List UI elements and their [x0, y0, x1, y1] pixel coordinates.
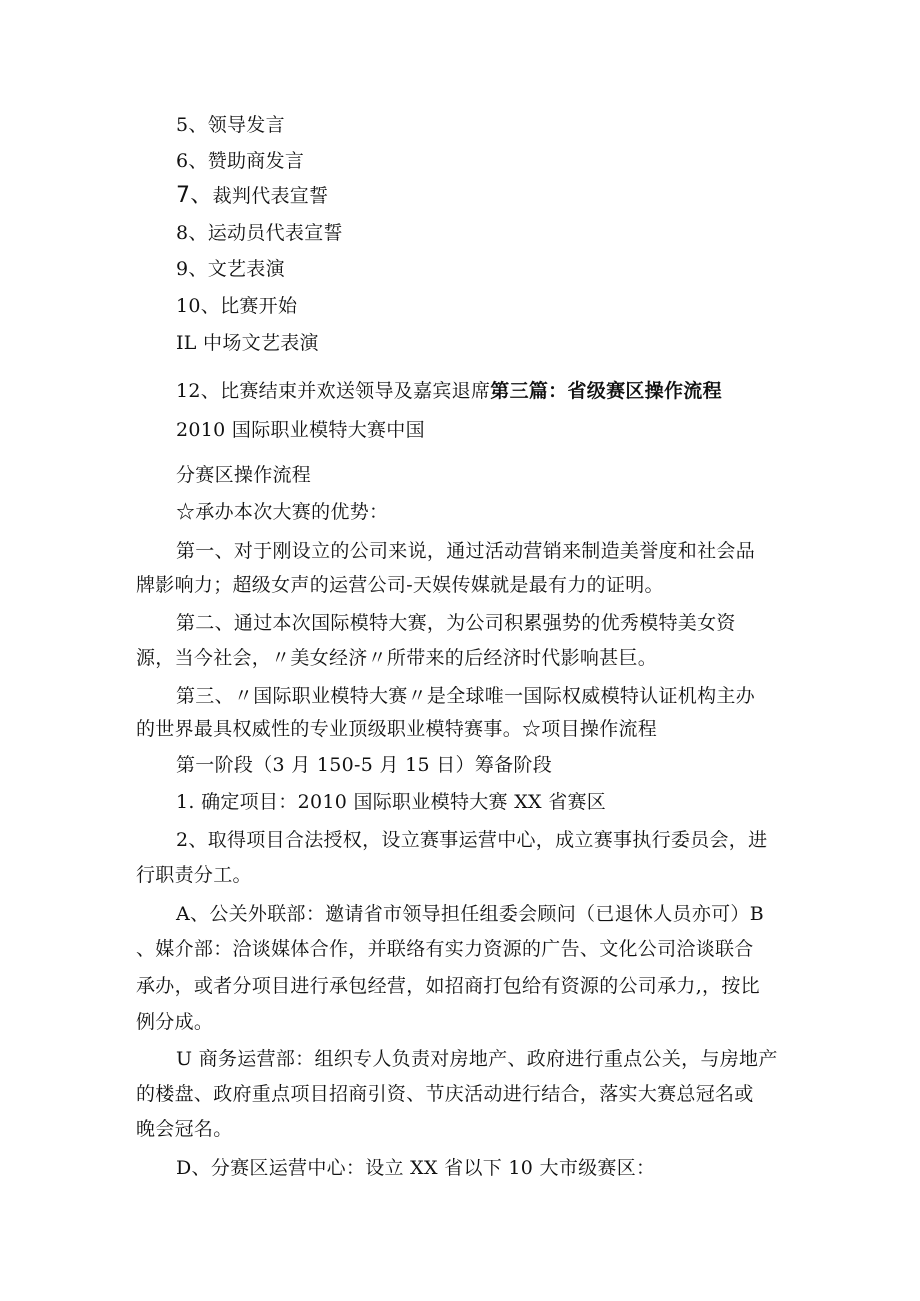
paragraph-line: 的楼盘、政府重点项目招商引资、节庆活动进行结合，落实大赛总冠名或 — [136, 1083, 754, 1105]
paragraph-line: U 商务运营部：组织专人负责对房地产、政府进行重点公关，与房地产 — [176, 1048, 778, 1070]
agenda-item-9: 9、文艺表演 — [176, 258, 285, 280]
advantages-heading: ☆承办本次大赛的优势： — [176, 501, 389, 523]
agenda-item-11: IL 中场文艺表演 — [176, 332, 319, 354]
paragraph-line: 第三、〃国际职业模特大赛〃是全球唯一国际权威模特认证机构主办 — [176, 685, 756, 707]
agenda-item-12 — [176, 379, 722, 403]
paragraph-line: 例分成。 — [136, 1011, 214, 1033]
agenda-item-7-text: 裁判代表宣誓 — [212, 185, 329, 207]
list-item: 1. 确定项目：2010 国际职业模特大赛 XX 省赛区 — [176, 791, 607, 813]
paragraph-line: 源，当今社会，〃美女经济〃所带来的后经济时代影响甚巨。 — [136, 647, 658, 669]
agenda-item-6: 6、赞助商发言 — [176, 150, 305, 172]
paragraph-line: A、公关外联部：邀请省市领导担任组委会顾问（已退休人员亦可）B — [176, 903, 764, 925]
paragraph-line: 承办，或者分项目进行承包经营，如招商打包给有资源的公司承力,，按比 — [136, 975, 760, 997]
paragraph-line: 2、取得项目合法授权，设立赛事运营中心，成立赛事执行委员会，进 — [176, 829, 768, 851]
paragraph-line: 第一、对于刚设立的公司来说，通过活动营销来制造美誉度和社会品 — [176, 540, 756, 562]
agenda-item-7 — [176, 184, 328, 208]
agenda-item-10: 10、比赛开始 — [176, 295, 298, 317]
agenda-item-8: 8、运动员代表宣誓 — [176, 222, 343, 244]
paragraph-line: 第二、通过本次国际模特大赛，为公司积累强势的优秀模特美女资 — [176, 612, 736, 634]
paragraph-line: 晚会冠名。 — [136, 1118, 233, 1140]
doc-title-line-2: 分赛区操作流程 — [176, 464, 312, 486]
paragraph-line: 牌影响力；超级女声的运营公司-天娱传媒就是最有力的证明。 — [136, 574, 664, 596]
paragraph-line: 行职责分工。 — [136, 864, 252, 886]
agenda-item-12-text: 12、比赛结束并欢送领导及嘉宾退席 — [176, 380, 491, 402]
paragraph-line: D、分赛区运营中心：设立 XX 省以下 10 大市级赛区： — [176, 1157, 656, 1179]
paragraph-line: 的世界最具权威性的专业顶级职业模特赛事。☆项目操作流程 — [136, 718, 658, 740]
phase-heading: 第一阶段（3 月 150-5 月 15 日）筹备阶段 — [176, 754, 553, 776]
doc-title-line-1: 2010 国际职业模特大赛中国 — [176, 419, 425, 441]
paragraph-line: 、媒介部：洽谈媒体合作，并联络有实力资源的广告、文化公司洽谈联合 — [136, 938, 754, 960]
agenda-item-7-number: 7、 — [176, 183, 213, 208]
agenda-item-5: 5、领导发言 — [176, 114, 285, 136]
section-heading: 第三篇：省级赛区操作流程 — [490, 380, 722, 402]
